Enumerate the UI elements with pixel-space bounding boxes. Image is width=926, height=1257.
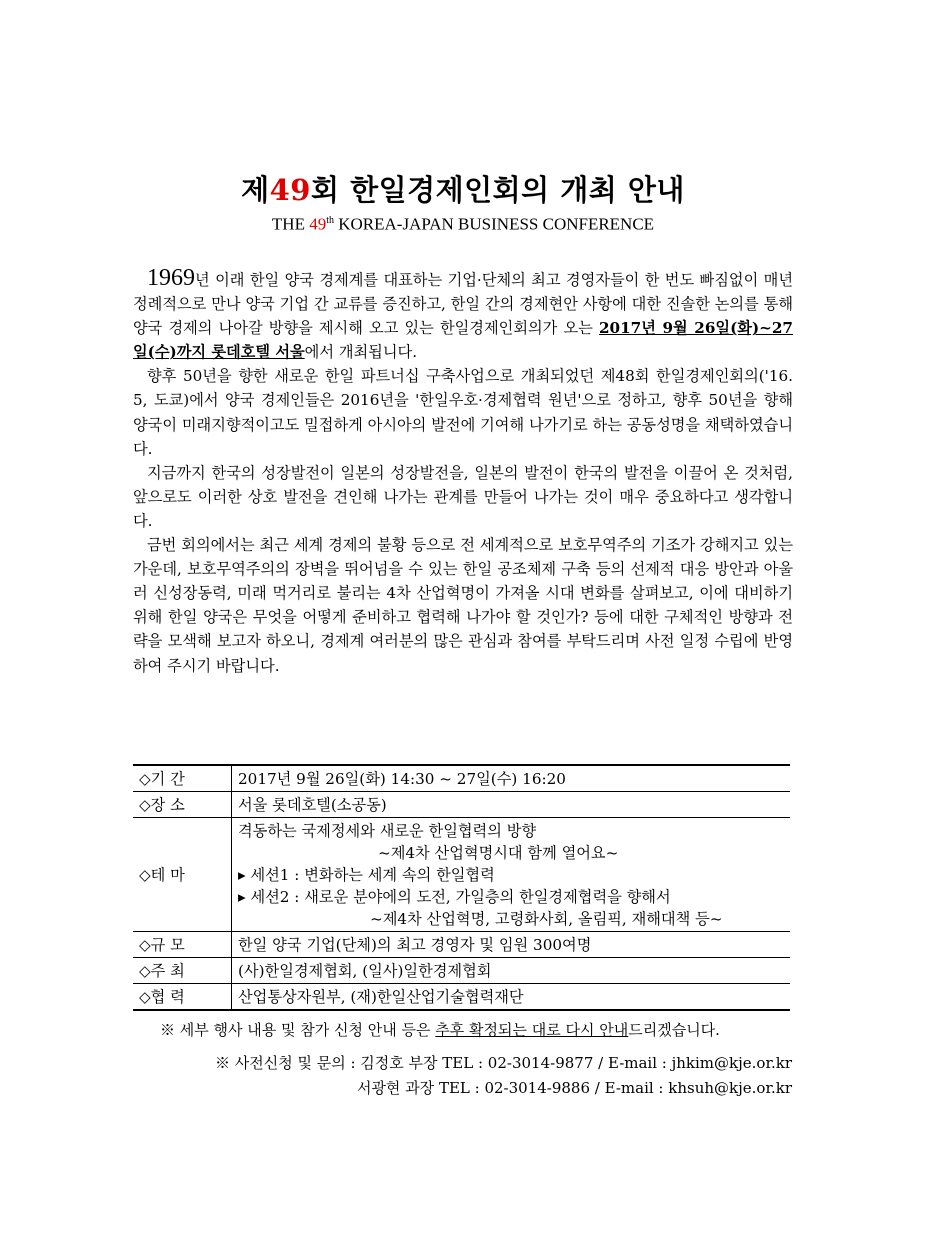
host-value: (사)한일경제협회, (일사)일한경제협회: [232, 958, 791, 984]
subtitle-suffix: KOREA-JAPAN BUSINESS CONFERENCE: [334, 214, 655, 234]
period-label: ◇기 간: [133, 765, 232, 792]
detail-note: [160, 1020, 720, 1040]
body-text: [133, 266, 793, 678]
paragraph-1: [133, 266, 793, 364]
subtitle-ordinal: th: [326, 215, 334, 226]
theme-label: ◇테 마: [133, 818, 232, 932]
venue-label: ◇장 소: [133, 792, 232, 818]
scale-value: 한일 양국 기업(단체)의 최고 경영자 및 임원 300여명: [232, 932, 791, 958]
venue-value: 서울 롯데호텔(소공동): [232, 792, 791, 818]
host-label: ◇주 최: [133, 958, 232, 984]
table-row-theme: [133, 818, 790, 932]
contact-line-2: 서광현 과장 TEL : 02-3014-9886 / E-mail : khsuh@kje.or.kr: [356, 1079, 792, 1097]
paragraph-3: 지금까지 한국의 성장발전이 일본의 성장발전을, 일본의 발전이 한국의 발전을 이끌어 온 것처럼, 앞으로도 이러한 상호 발전을 견인해 나가는 관계를 만들어 나가는 것이 매우 중요하다고 생각합니다.: [133, 463, 793, 530]
info-table: [133, 764, 790, 1011]
paragraph-1-text-b: 에서 개최됩니다.: [304, 343, 418, 362]
table-row-scale: [133, 932, 790, 958]
paragraph-4: 금번 회의에서는 최근 세계 경제의 불황 등으로 전 세계적으로 보호무역주의 기조가 강해지고 있는 가운데, 보호무역주의의 장벽을 뛰어넘을 수 있는 한일 공조체제 구축 등의 선제적 대응 방안과 아울러 신성장동력, 미래 먹거리로 불리는 4차 산업혁명이 가져올 시대 변화를 살펴보고, 이에 대비하기 위해 한일 양국은 무엇을 어떻게 준비하고 협력해 나가야 할 것인가? 등에 대한 구체적인 방향과 전략을 모색해 보고자 하오니, 경제계 여러분의 많은 관심과 참여를 부탁드리며 사전 일정 수립에 반영하여 주시기 바랍니다.: [133, 536, 793, 675]
contact-line-1: ※ 사전신청 및 문의 : 김정호 부장 TEL : 02-3014-9877 / E-mail : jhkim@kje.or.kr: [214, 1054, 792, 1072]
theme-value: [232, 818, 791, 932]
title-number: 49: [269, 173, 311, 207]
paragraph-2: 향후 50년을 향한 새로운 한일 파트너십 구축사업으로 개최되었던 제48회 한일경제인회의('16. 5, 도쿄)에서 양국 경제인들은 2016년을 '한일우호·경제협력 원년'으로 정하고, 향후 50년을 향해 양국이 미래지향적이고도 밀접하게 아시아의 발전에 기여해 나가기로 하는 공동성명을 채택하였습니다.: [133, 367, 793, 458]
contact-info: [215, 1051, 792, 1101]
support-label: ◇협 력: [133, 984, 232, 1011]
table-row-support: [133, 984, 790, 1011]
page-subtitle: [0, 210, 926, 236]
scale-label: ◇규 모: [133, 932, 232, 958]
session-2: ▸ 세션2 : 새로운 분야에의 도전, 가일층의 한일경제협력을 향해서: [238, 888, 671, 906]
table-row-venue: [133, 792, 790, 818]
title-suffix: 회 한일경제인회의 개최 안내: [310, 173, 685, 207]
session-1: ▸ 세션1 : 변화하는 세계 속의 한일협력: [238, 866, 495, 884]
theme-main: 격동하는 국제정세와 새로운 한일협력의 방향: [238, 822, 537, 840]
subtitle-number: 49: [309, 214, 327, 234]
paragraph-1-text-a: 년 이래 한일 양국 경제계를 대표하는 기업·단체의 최고 경영자들이 한 번도 빠짐없이 매년 정례적으로 만나 양국 기업 간 교류를 증진하고, 한일 간의 경제현안 사항에 대한 진솔한 논의를 통해 양국 경제의 나아갈 방향을 제시해 오고 있는 한일경제인회의가 오는: [133, 271, 793, 338]
table-row-period: [133, 765, 790, 792]
support-value: 산업통상자원부, (재)한일산업기술협력재단: [232, 984, 791, 1011]
note-text-b: 드리겠습니다.: [628, 1021, 720, 1039]
theme-subtitle: ~제4차 산업혁명시대 함께 열어요~: [378, 844, 619, 862]
event-date-venue: 2017년 9월 26일(화)~27일(수)까지 롯데호텔 서울: [133, 319, 793, 362]
note-underlined: 추후 확정되는 대로 다시 안내: [435, 1021, 629, 1039]
subtitle-prefix: THE: [271, 214, 310, 234]
page-title: [0, 172, 926, 208]
note-text-a: ※ 세부 행사 내용 및 참가 신청 안내 등은: [160, 1021, 436, 1039]
session-2-topics: ~제4차 산업혁명, 고령화사회, 올림픽, 재해대책 등~: [370, 910, 723, 928]
period-value: 2017년 9월 26일(화) 14:30 ~ 27일(수) 16:20: [232, 765, 791, 792]
title-prefix: 제: [241, 173, 270, 207]
table-row-host: [133, 958, 790, 984]
year-highlight: 1969: [147, 265, 195, 291]
